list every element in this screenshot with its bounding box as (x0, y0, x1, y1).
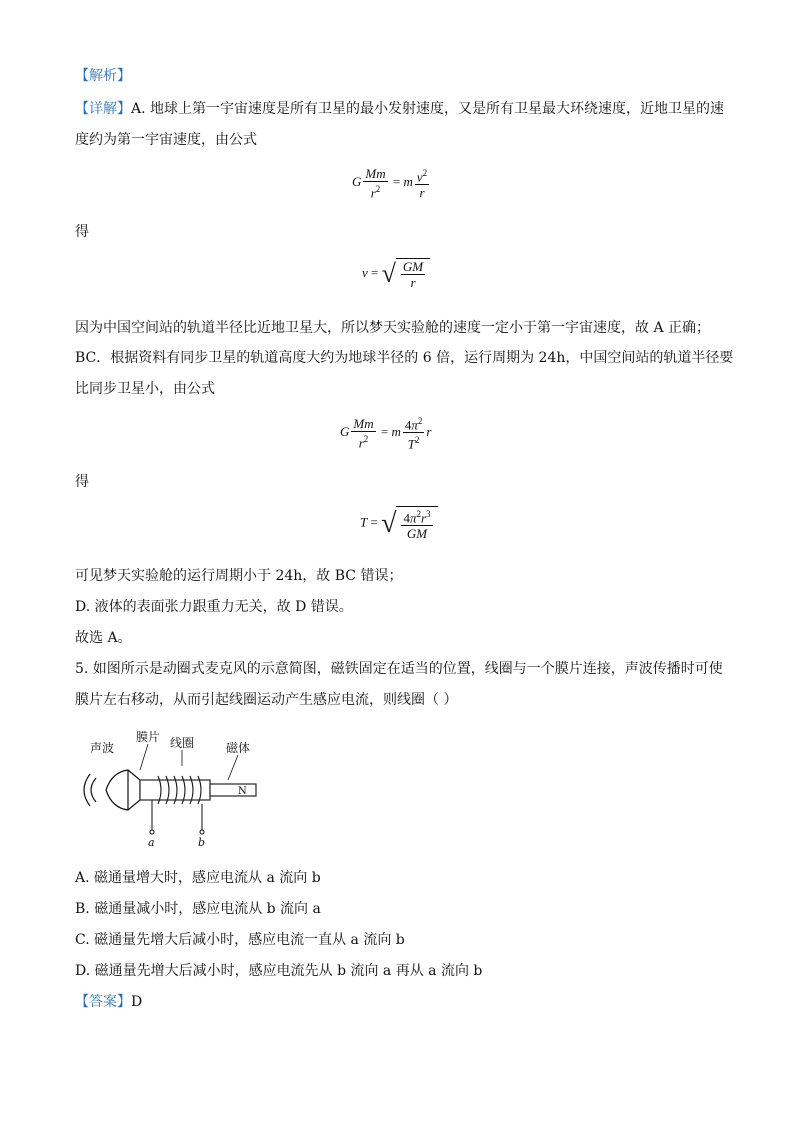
de-1: 得 (75, 224, 89, 240)
detail-line-6: 可见梦天实验舱的运行周期小于 24h，故 BC 错误； (75, 568, 403, 584)
answer-label: 【答案】 (75, 994, 131, 1010)
detail-line-4: BC．根据资料有同步卫星的轨道高度大约为地球半径的 6 倍，运行周期为 24h，中国空间站的轨道半径要 (75, 350, 734, 366)
detail-label: 【详解】 (75, 101, 131, 117)
option-b: B. 磁通量减小时，感应电流从 b 流向 a (75, 901, 321, 917)
label-sound: 声波 (90, 741, 115, 755)
detail-line-7: D. 液体的表面张力跟重力无关，故 D 错误。 (75, 599, 353, 615)
terminal-b: b (198, 836, 206, 849)
de-2: 得 (75, 474, 89, 490)
option-a: A. 磁通量增大时，感应电流从 a 流向 b (75, 870, 321, 886)
option-d: D. 磁通量先增大后减小时，感应电流先从 b 流向 a 再从 a 流向 b (75, 963, 483, 979)
label-magnet: 磁体 (226, 741, 251, 755)
label-membrane: 膜片 (136, 730, 161, 744)
equation-3: G $\frac{Mm}{r^2}$ = m $\frac{4\pi^2}{T^2}$ r (340, 415, 432, 452)
detail-line-1 (75, 99, 724, 119)
detail-line-3: 因为中国空间站的轨道半径比近地卫星大，所以梦天实验舱的速度一定小于第一宇宙速度，故 A 正确； (75, 320, 711, 336)
detail-line-5: 比同步卫星小，由公式 (75, 381, 215, 397)
label-coil: 线圈 (170, 736, 195, 750)
detail-text-1: A. 地球上第一宇宙速度是所有卫星的最小发射速度，又是所有卫星最大环绕速度，近地卫星的速 (131, 101, 725, 117)
answer-value: D (131, 994, 143, 1010)
question-5-line-2: 膜片左右移动，从而引起线圈运动产生感应电流，则线圈（ ） (75, 692, 458, 708)
equation-1: G $\frac{Mm}{r^2}$ = m $\frac{v^2}{r}$ (352, 166, 428, 201)
magnet-pole: N (238, 786, 247, 797)
equation-2: v = √ $\frac{GM}{r}$ (362, 258, 430, 290)
equation-4: T = √ $\frac{4\pi^2r^3}{GM}$ (360, 506, 438, 541)
terminal-a: a (148, 836, 155, 849)
question-5-line-1: 5. 如图所示是动圈式麦克风的示意简图，磁铁固定在适当的位置，线圈与一个膜片连接，声波传播时可使 (75, 661, 723, 677)
answer-line (75, 992, 142, 1012)
microphone-diagram (78, 728, 278, 858)
analysis-label: 【解析】 (75, 68, 131, 84)
option-c: C. 磁通量先增大后减小时，感应电流一直从 a 流向 b (75, 932, 405, 948)
detail-line-8: 故选 A。 (75, 630, 132, 646)
detail-line-2: 度约为第一宇宙速度，由公式 (75, 132, 257, 148)
